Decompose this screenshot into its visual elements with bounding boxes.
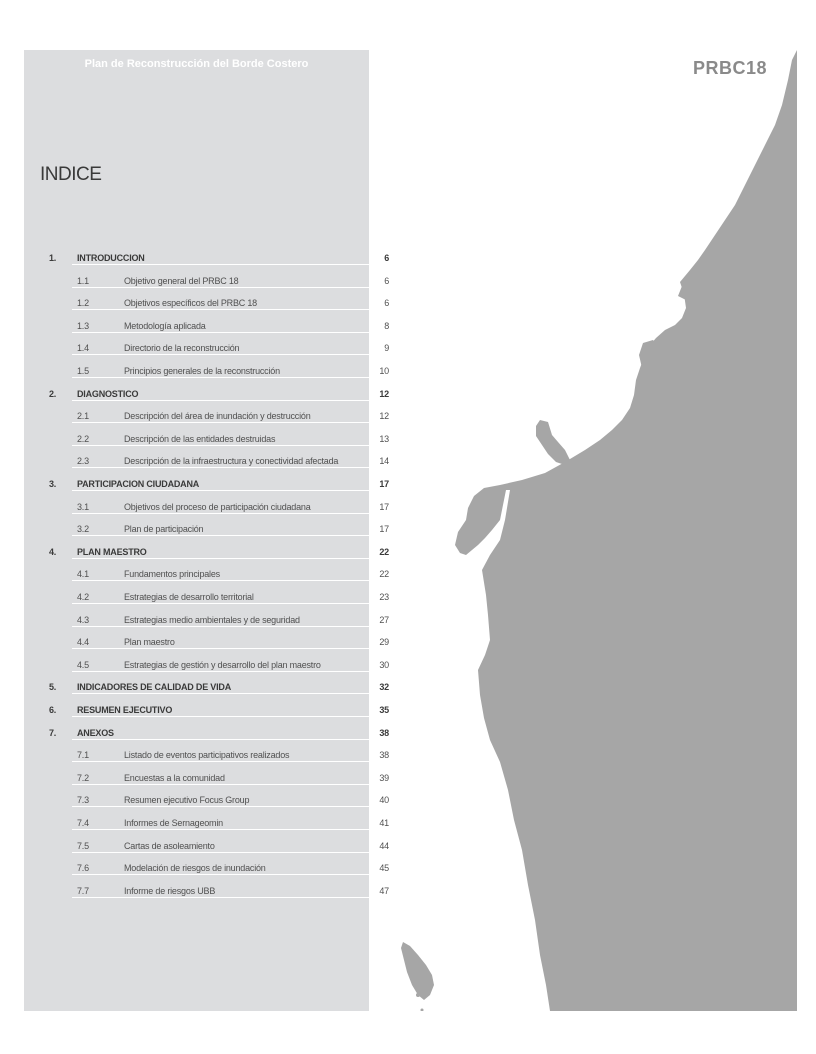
toc-number: 7.4 [77, 818, 89, 828]
toc-subsection[interactable] [0, 274, 816, 288]
toc-number: 3. [49, 479, 57, 489]
toc-number: 1. [49, 253, 57, 263]
toc-number: 2.1 [77, 411, 89, 422]
toc-section[interactable] [0, 477, 816, 491]
toc-title: Descripción de la infraestructura y conectividad afectada [124, 456, 339, 467]
toc-title: Listado de eventos participativos realizados [124, 750, 290, 761]
toc-subsection[interactable] [0, 613, 816, 627]
toc-subsection[interactable] [0, 748, 816, 762]
toc-number: 4.4 [77, 637, 89, 648]
toc-divider [72, 513, 389, 514]
toc-subsection[interactable] [0, 364, 816, 378]
toc-subsection[interactable] [0, 635, 816, 649]
toc-divider [72, 693, 389, 694]
toc-subsection[interactable] [0, 432, 816, 446]
toc-divider [72, 309, 389, 310]
toc-number: 7.1 [77, 750, 89, 761]
toc-subsection[interactable] [0, 816, 816, 830]
toc-section[interactable] [0, 726, 816, 740]
toc-section[interactable] [0, 545, 816, 559]
toc-divider [72, 897, 389, 898]
toc-page-number: 6 [384, 275, 389, 286]
toc-title: Objetivo general del PRBC 18 [124, 275, 239, 286]
toc-divider [72, 264, 389, 265]
toc-divider [72, 671, 389, 672]
toc-number: 7.2 [77, 772, 89, 783]
toc-title: Estrategias medio ambientales y de seguridad [124, 614, 300, 625]
toc-page-number: 44 [379, 840, 389, 851]
toc-divider [72, 784, 389, 785]
toc-section[interactable] [0, 703, 816, 717]
toc-number: 1.2 [77, 298, 89, 309]
toc-divider [72, 739, 389, 740]
toc-title: Objetivos del proceso de participación ciudadana [124, 501, 311, 512]
toc-title: Estrategias de desarrollo territorial [124, 592, 254, 602]
toc-title: Modelación de riesgos de inundación [124, 863, 266, 874]
toc-title: INTRODUCCION [77, 253, 145, 263]
toc-subsection[interactable] [0, 522, 816, 536]
toc-divider [72, 806, 389, 807]
toc-number: 2.2 [77, 433, 89, 444]
toc-page-number: 22 [379, 569, 389, 580]
toc-divider [72, 603, 389, 604]
toc-subsection[interactable] [0, 861, 816, 875]
toc-title: Resumen ejecutivo Focus Group [124, 795, 250, 806]
toc-page-number: 17 [379, 479, 389, 489]
toc-divider [72, 377, 389, 378]
toc-divider [72, 580, 389, 581]
toc-section[interactable] [0, 680, 816, 694]
toc-divider [72, 332, 389, 333]
toc-title: Plan de participación [124, 524, 204, 535]
toc-divider [72, 287, 389, 288]
toc-page-number: 35 [379, 705, 389, 715]
toc-page-number: 22 [379, 546, 389, 557]
toc-title: Informe de riesgos UBB [124, 885, 216, 896]
toc-subsection[interactable] [0, 296, 816, 310]
toc-divider [72, 852, 389, 853]
toc-page-number: 41 [379, 818, 389, 828]
toc-page-number: 6 [384, 253, 389, 263]
toc-title: Descripción del área de inundación y destrucción [124, 411, 311, 422]
toc-title: Estrategias de gestión y desarrollo del plan maestro [124, 659, 321, 670]
toc-divider [72, 445, 389, 446]
toc-page-number: 17 [379, 524, 389, 535]
toc-page-number: 30 [379, 659, 389, 670]
toc-title: Cartas de asoleamiento [124, 840, 215, 851]
toc-page-number: 12 [379, 411, 389, 422]
toc-divider [72, 422, 389, 423]
toc-number: 4.1 [77, 569, 89, 580]
toc-number: 2.3 [77, 456, 89, 467]
toc-title: DIAGNOSTICO [77, 388, 139, 399]
toc-divider [72, 490, 389, 491]
toc-divider [72, 467, 389, 468]
toc-title: ANEXOS [77, 727, 114, 738]
toc-page-number: 38 [379, 750, 389, 761]
toc-number: 1.3 [77, 320, 89, 331]
toc-page-number: 8 [384, 320, 389, 331]
toc-number: 4. [49, 546, 57, 557]
toc-section[interactable] [0, 251, 816, 265]
toc-number: 4.2 [77, 592, 89, 602]
toc-title: Metodología aplicada [124, 320, 206, 331]
toc-page-number: 12 [379, 388, 389, 399]
toc-subsection[interactable] [0, 658, 816, 672]
document-subtitle: Plan de Reconstrucción del Borde Costero [84, 58, 309, 70]
page-title: INDICE [40, 164, 102, 185]
toc-page-number: 29 [379, 637, 389, 648]
toc-subsection[interactable] [0, 590, 816, 604]
toc-title: RESUMEN EJECUTIVO [77, 705, 173, 715]
toc-title: Objetivos específicos del PRBC 18 [124, 298, 257, 309]
toc-page-number: 17 [379, 501, 389, 512]
toc-divider [72, 761, 389, 762]
toc-number: 1.1 [77, 275, 89, 286]
toc-divider [72, 874, 389, 875]
toc-subsection[interactable] [0, 839, 816, 853]
toc-subsection[interactable] [0, 319, 816, 333]
toc-subsection[interactable] [0, 884, 816, 898]
toc-page-number: 10 [379, 366, 389, 376]
toc-subsection[interactable] [0, 500, 816, 514]
toc-number: 1.4 [77, 343, 89, 354]
toc-page-number: 27 [379, 614, 389, 625]
toc-number: 3.2 [77, 524, 89, 535]
toc-subsection[interactable] [0, 771, 816, 785]
toc-number: 2. [49, 388, 57, 399]
toc-title: Plan maestro [124, 637, 175, 648]
toc-page-number: 23 [379, 592, 389, 602]
toc-divider [72, 535, 389, 536]
toc-subsection[interactable] [0, 341, 816, 355]
toc-page-number: 38 [379, 727, 389, 738]
toc-page-number: 9 [384, 343, 389, 354]
toc-number: 4.3 [77, 614, 89, 625]
toc-page-number: 39 [379, 772, 389, 783]
toc-divider [72, 626, 389, 627]
toc-subsection[interactable] [0, 454, 816, 468]
toc-page-number: 45 [379, 863, 389, 874]
toc-title: INDICADORES DE CALIDAD DE VIDA [77, 682, 232, 693]
toc-title: PLAN MAESTRO [77, 546, 147, 557]
toc-title: Descripción de las entidades destruidas [124, 433, 276, 444]
toc-divider [72, 648, 389, 649]
toc-title: Fundamentos principales [124, 569, 220, 580]
toc-title: Encuestas a la comunidad [124, 772, 225, 783]
toc-title: Informes de Sernageomin [124, 818, 223, 828]
toc-title: Principios generales de la reconstrucción [124, 366, 280, 376]
toc-page-number: 6 [384, 298, 389, 309]
toc-number: 7. [49, 727, 57, 738]
toc-divider [72, 558, 389, 559]
toc-page-number: 32 [379, 682, 389, 693]
toc-title: Directorio de la reconstrucción [124, 343, 240, 354]
toc-subsection[interactable] [0, 567, 816, 581]
toc-subsection[interactable] [0, 793, 816, 807]
toc-number: 6. [49, 705, 57, 715]
toc-number: 7.6 [77, 863, 89, 874]
toc-number: 7.5 [77, 840, 89, 851]
prbc18-logo: PRBC18 [693, 58, 768, 78]
toc-divider [72, 354, 389, 355]
toc-number: 1.5 [77, 366, 89, 376]
toc-title: PARTICIPACION CIUDADANA [77, 479, 200, 489]
toc-section[interactable] [0, 387, 816, 401]
island-south [401, 942, 434, 1000]
toc-page-number: 40 [379, 795, 389, 806]
toc-number: 7.7 [77, 885, 89, 896]
toc-divider [72, 829, 389, 830]
toc-number: 7.3 [77, 795, 89, 806]
toc-page-number: 14 [379, 456, 389, 467]
toc-number: 3.1 [77, 501, 89, 512]
toc-page-number: 13 [379, 433, 389, 444]
toc-divider [72, 400, 389, 401]
toc-divider [72, 716, 389, 717]
toc-number: 4.5 [77, 659, 89, 670]
toc-page-number: 47 [379, 885, 389, 896]
toc-subsection[interactable] [0, 409, 816, 423]
toc-number: 5. [49, 682, 57, 693]
